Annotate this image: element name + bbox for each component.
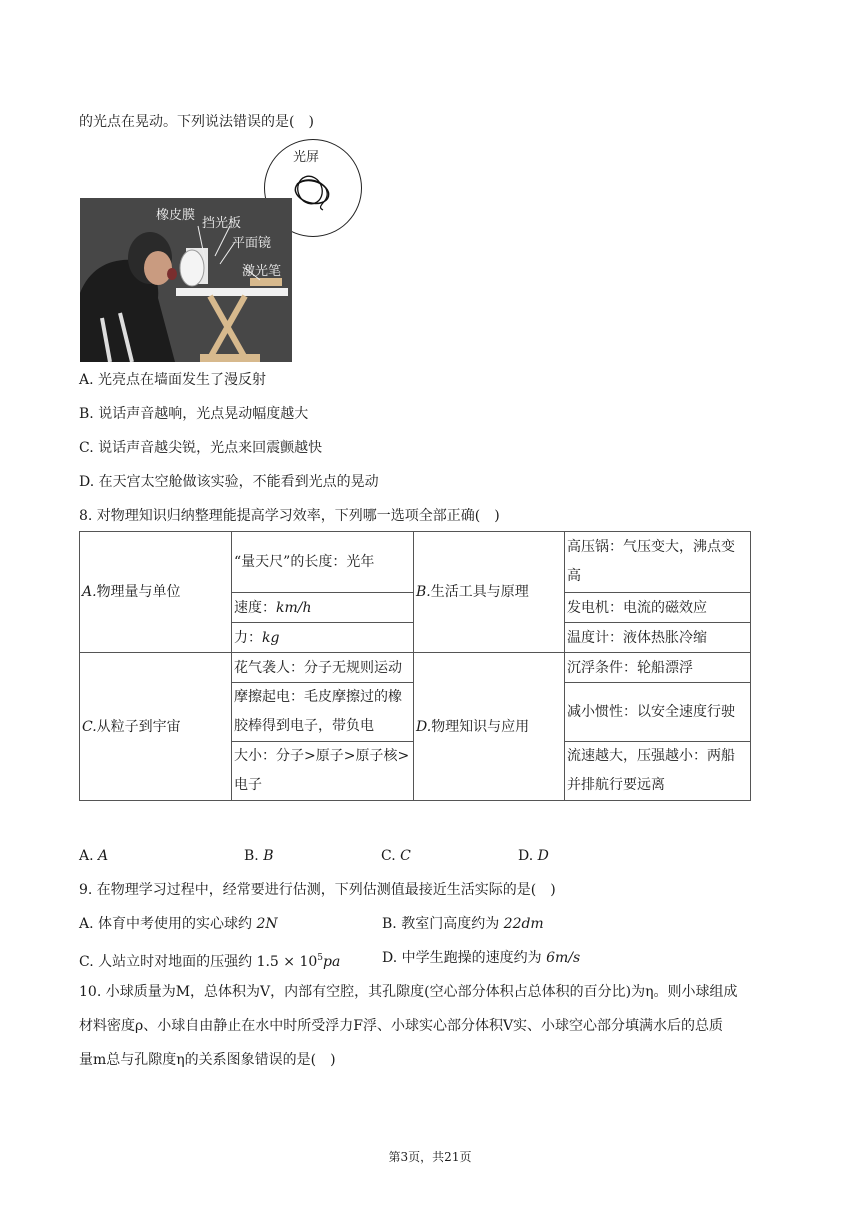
cell-c-item-2: 摩擦起电：毛皮摩擦过的橡胶棒得到电子，带负电 (232, 683, 414, 742)
cell-c-item-3: 大小：分子>原子>原子核>电子 (232, 742, 414, 801)
q8-option-d: D. D (518, 848, 549, 864)
figure-label-shield-plate: 挡光板 (202, 216, 242, 231)
cell-b-item-2: 发电机：电流的磁效应 (565, 593, 751, 623)
cell-c-label: C.从粒子到宇宙 (80, 653, 232, 801)
q9-stem: 9. 在物理学习过程中，经常要进行估测，下列估测值最接近生活实际的是( ) (79, 882, 556, 898)
q8-table (79, 531, 751, 801)
q10-line-1: 10. 小球质量为M，总体积为V，内部有空腔，其孔隙度(空心部分体积占总体积的百分比)为η。则小球组成 (79, 984, 738, 1000)
q9-option-b: B. 教室门高度约为 22dm (382, 916, 544, 932)
cell-d-item-1: 沉浮条件：轮船漂浮 (565, 653, 751, 683)
page-footer: 第3页，共21页 (388, 1150, 472, 1164)
cell-a-item-3: 力：kg (232, 623, 414, 653)
figure-label-rubber-membrane: 橡皮膜 (156, 208, 196, 223)
cell-b-item-1: 高压锅：气压变大，沸点变高 (565, 532, 751, 593)
q9-option-d: D. 中学生跑操的速度约为 6m/s (382, 950, 581, 966)
q8-stem: 8. 对物理知识归纳整理能提高学习效率，下列哪一选项全部正确( ) (79, 508, 500, 524)
q9-option-a: A. 体育中考使用的实心球约 2N (79, 916, 278, 932)
q7-option-d: D. 在天宫太空舱做该实验，不能看到光点的晃动 (79, 474, 379, 490)
q8-option-b: B. B (244, 848, 274, 864)
q10-line-3: 量m总与孔隙度η的关系图象错误的是( ) (79, 1052, 336, 1068)
q7-option-c: C. 说话声音越尖锐，光点来回震颤越快 (79, 440, 323, 456)
q9-option-c: C. 人站立时对地面的压强约 $1.5 \times 10^5pa$ (79, 953, 341, 970)
cell-c-item-1: 花气袭人：分子无规则运动 (232, 653, 414, 683)
cell-a-label: A.物理量与单位 (80, 532, 232, 653)
experiment-photo (80, 198, 292, 362)
cell-a-item-2: 速度：km/h (232, 593, 414, 623)
q8-option-c: C. C (381, 848, 411, 864)
cell-d-item-3: 流速越大，压强越小：两船并排航行要远离 (565, 742, 751, 801)
q8-option-a: A. A (79, 848, 109, 864)
q10-line-2: 材料密度ρ、小球自由静止在水中时所受浮力F浮、小球实心部分体积V实、小球空心部分填满水后的总质 (79, 1018, 724, 1034)
figure-label-laser-pen: 激光笔 (242, 264, 282, 279)
light-screen-label: 光屏 (293, 150, 320, 165)
cell-d-label: D.物理知识与应用 (414, 653, 565, 801)
cell-a-item-1: “量天尺”的长度：光年 (232, 532, 414, 593)
q7-option-a: A. 光亮点在墙面发生了漫反射 (79, 372, 267, 388)
cell-b-label: B.生活工具与原理 (414, 532, 565, 653)
q7-option-b: B. 说话声音越响，光点晃动幅度越大 (79, 406, 309, 422)
cell-b-item-3: 温度计：液体热胀冷缩 (565, 623, 751, 653)
cell-d-item-2: 减小惯性：以安全速度行驶 (565, 683, 751, 742)
figure-label-plane-mirror: 平面镜 (232, 236, 272, 251)
q7-stem-tail: 的光点在晃动。下列说法错误的是( ) (79, 114, 314, 130)
